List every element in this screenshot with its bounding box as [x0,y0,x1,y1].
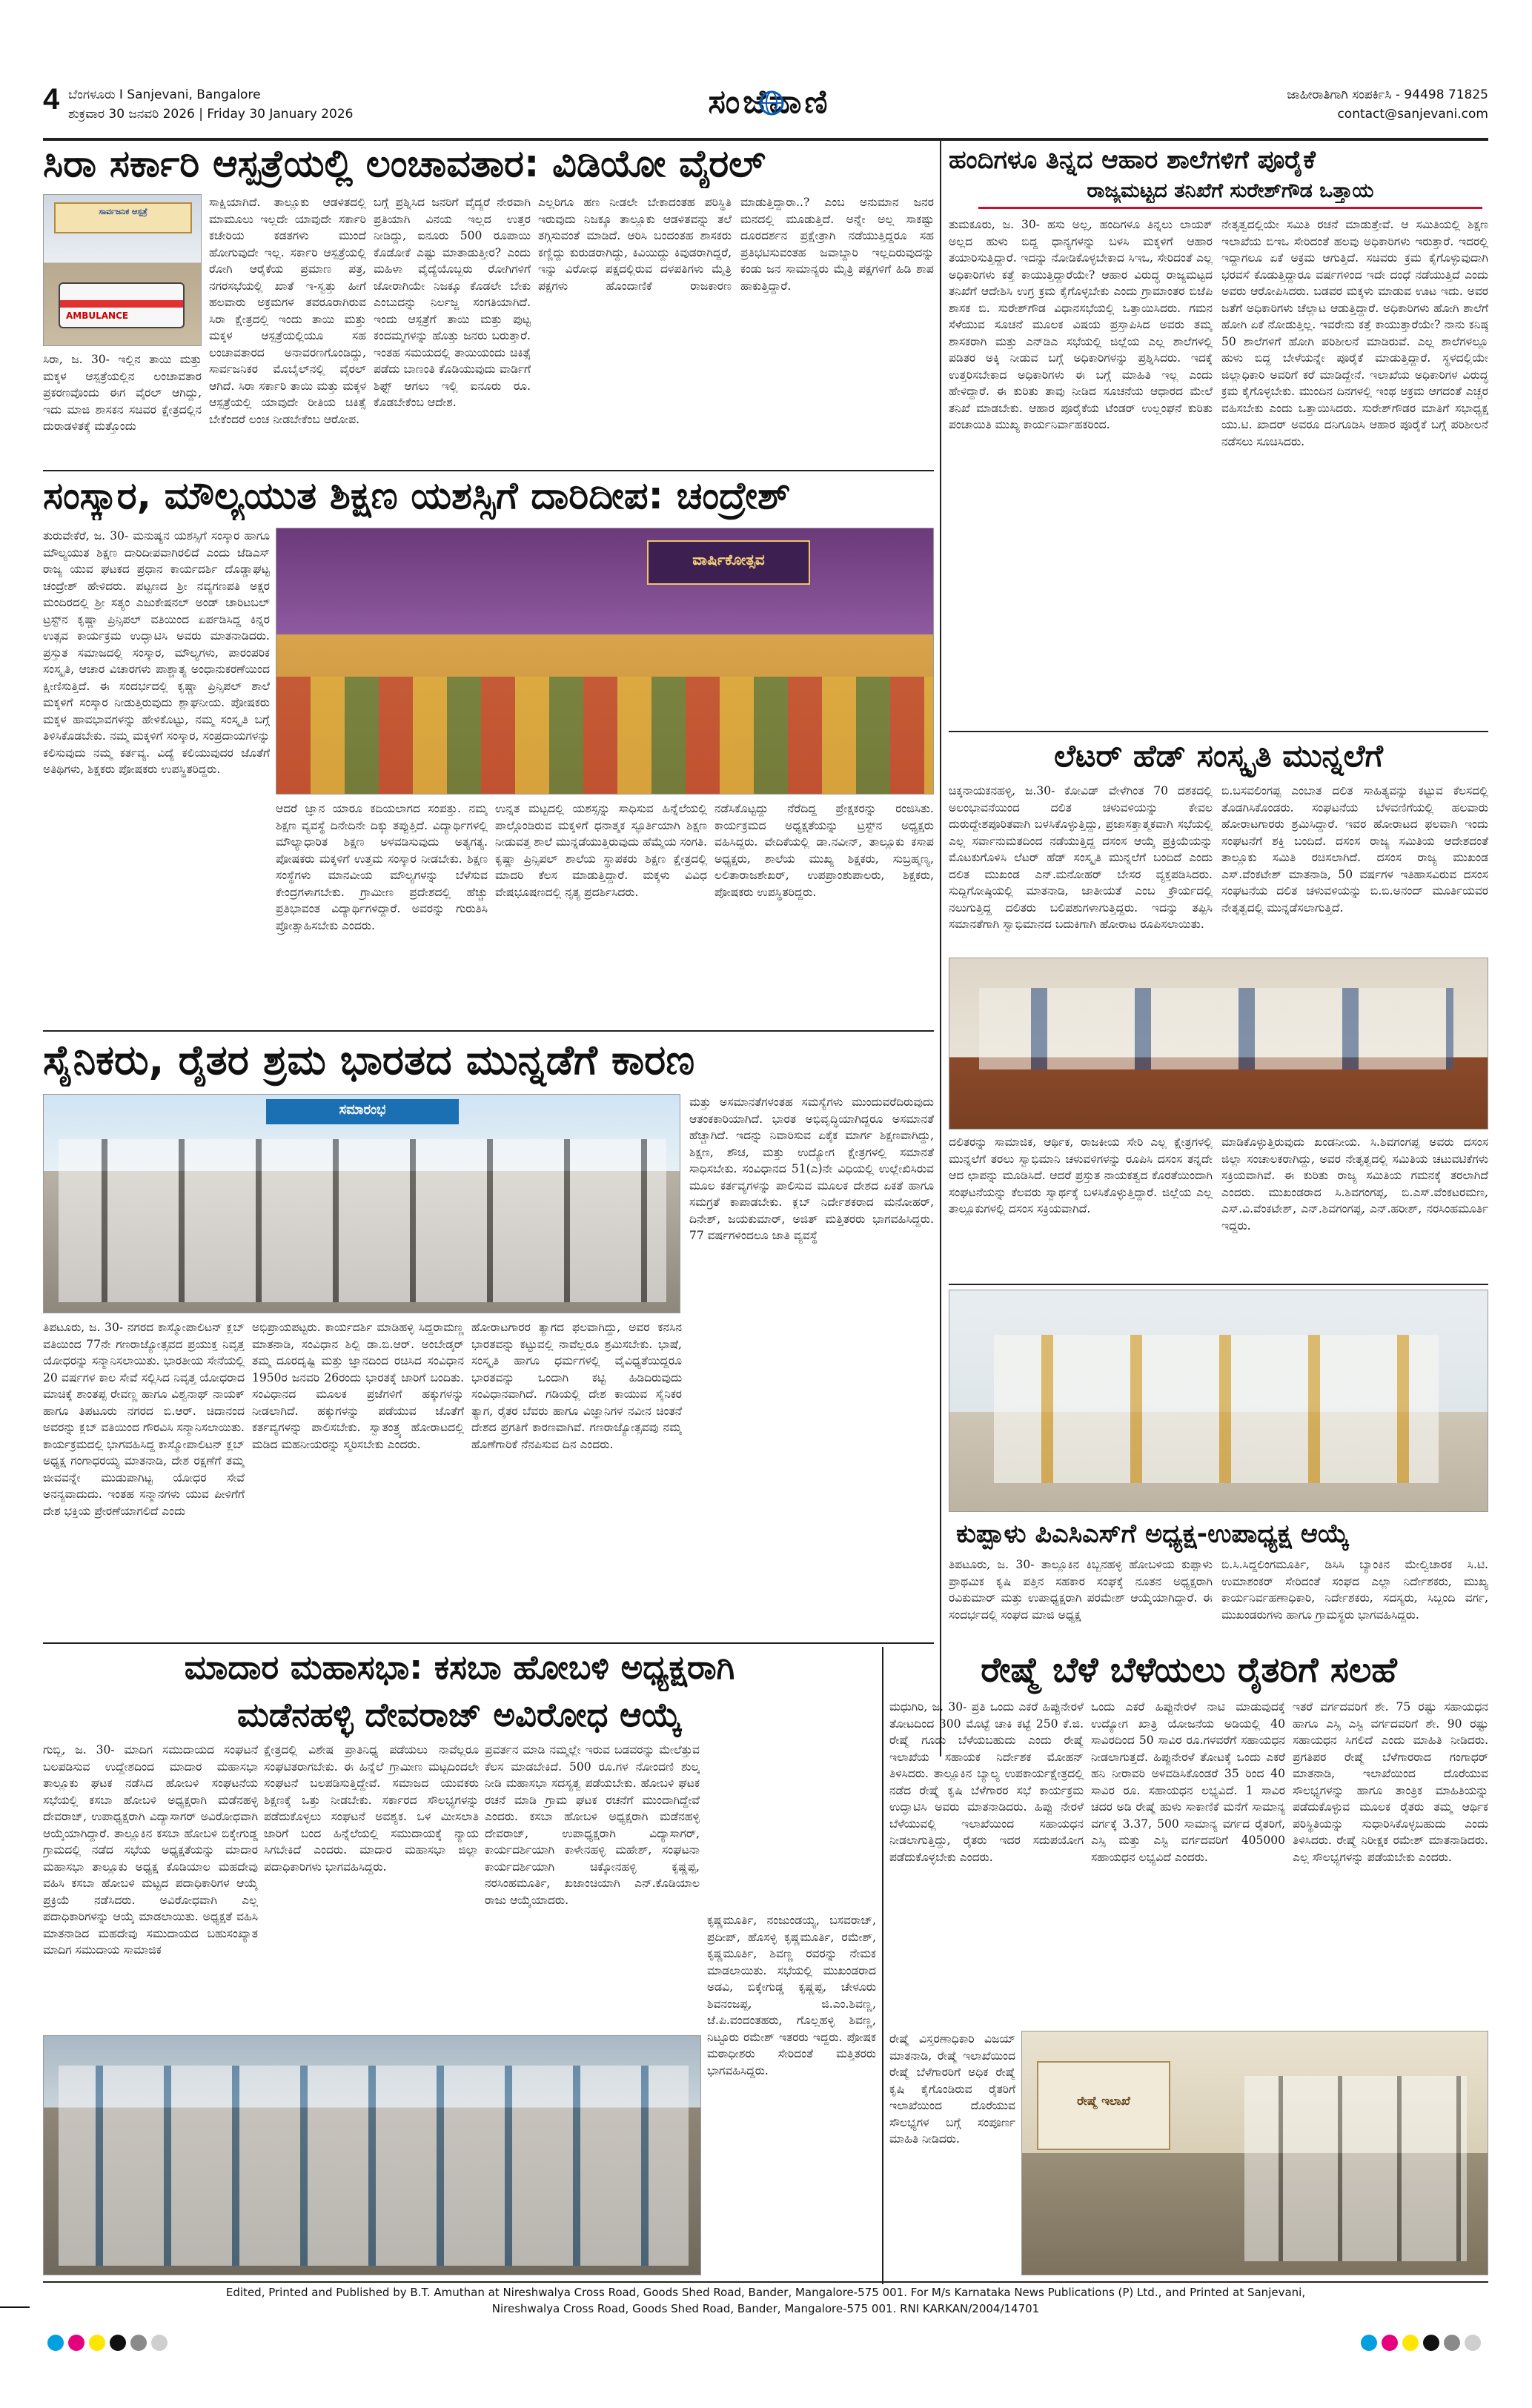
story3-col1: ತುರುವೇಕೆರೆ, ಜ. 30- ಮನುಷ್ಯನ ಯಶಸ್ಸಿಗೆ ಸಂಸ್ಕಾರ ಹಾಗೂ ಮೌಲ್ಯಯುತ ಶಿಕ್ಷಣ ದಾರಿದೀಪವಾಗಿರಲಿದೆ ಎಂದು ಜೆಡಿಎಸ್ ರಾಜ್ಯ ಯುವ ಘಟಕದ ಪ್ರಧಾನ ಕಾರ್ಯದರ್ಶಿ ದೊಡ್ಡಾಘಟ್ಟ ಚಂದ್ರೇಶ್ ಹೇಳಿದರು. ಪಟ್ಟಣದ ಶ್ರೀ ನವ್ಯಗಣಪತಿ ಅಕ್ಷರ ಮಂದಿರದಲ್ಲಿ ಶ್ರೀ ಸತ್ಯಂ ಎಜುಕೇಷನಲ್ ಅಂಡ್ ಚಾರಿಟಬಲ್ ಟ್ರಸ್ಟ್‌ನ ಕೃಷ್ಣಾ ಪ್ರಿನ್ಸಿಪಲ್ ವತಿಯಿಂದ ಏರ್ಪಡಿಸಿದ್ದ ಕಿನ್ನರ ಉತ್ಸವ ಕಾರ್ಯಕ್ರಮ ಉದ್ಘಾಟಿಸಿ ಅವರು ಮಾತನಾಡಿದರು. ಪ್ರಸ್ತುತ ಸಮಾಜದಲ್ಲಿ ಸಂಸ್ಕಾರ, ಮೌಲ್ಯಗಳು, ಪಾರಂಪರಿಕ ಸಂಸ್ಕೃತಿ, ಆಚಾರ ವಿಚಾರಗಳು ಪಾಶ್ಚಾತ್ಯ ಅಂಧಾನುಕರಣೆಯಿಂದ ಕ್ಷೀಣಿಸುತ್ತಿದೆ. ಈ ಸಂದರ್ಭದಲ್ಲಿ ಕೃಷ್ಣಾ ಪ್ರಿನ್ಸಿಪಲ್ ಶಾಲೆ ಮಕ್ಕಳಿಗೆ ಸಂಸ್ಕಾರ ನೀಡುತ್ತಿರುವುದು ಶ್ಲಾಘನೀಯ. ಪೋಷಕರು ಮಕ್ಕಳ ಹಾವಭಾವಗಳನ್ನು ಹೇಳಿಕೊಟ್ಟು, ನಮ್ಮ ಸಂಸ್ಕೃತಿ ಬಗ್ಗೆ ತಿಳಿಸಿಕೊಡಬೇಕು. ನಮ್ಮ ಮಕ್ಕಳಿಗೆ ಸಂಸ್ಕಾರ, ಸಂಪ್ರದಾಯಗಳನ್ನು ಕಲಿಸುವುದು ನಮ್ಮ ಕರ್ತವ್ಯ. ವಿದ್ಯೆ ಕಲಿಯುವುದರ ಜೊತೆಗೆ ಅತಿಥಿಗಳು, ಶಿಕ್ಷಕರು ಪೋಷಕರು ಉಪಸ್ಥಿತರಿದ್ದರು. [43,529,270,776]
reg-dot [110,2335,126,2351]
masthead-rule [43,138,1488,141]
story6-headline: ಸೈನಿಕರು, ರೈತರ ಶ್ರಮ ಭಾರತದ ಮುನ್ನಡೆಗೆ ಕಾರಣ [43,1036,695,1084]
story7-col4-top [707,1742,876,1906]
story3-col3: ಉನ್ನತ ಮಟ್ಟದಲ್ಲಿ ಯಶಸ್ಸನ್ನು ಸಾಧಿಸುವ ಹಿನ್ನೆಲೆಯಲ್ಲಿ ಪಾಲ್ಗೊಂಡಿರುವ ಮಕ್ಕಳಿಗೆ ಧನಾತ್ಮಕ ಸ್ಫೂರ್ತಿಯಾಗಿ ಶಿಕ್ಷಣ ನೀಡುವತ್ತ ಶಾಲೆ ಮುನ್ನಡೆಯುತ್ತಿರುವುದು ಹೆಮ್ಮೆಯ ಸಂಗತಿ. ಕೃಷ್ಣಾ ಪ್ರಿನ್ಸಿಪಲ್ ಶಾಲೆಯ ಸ್ಥಾಪಕರು ಶಿಕ್ಷಣ ಕ್ಷೇತ್ರದಲ್ಲಿ ಮಾದರಿ ಕೆಲಸ ಮಾಡುತ್ತಿದ್ದಾರೆ. ಮಕ್ಕಳು ವಿವಿಧ ವೇಷಭೂಷಣದಲ್ಲಿ ನೃತ್ಯ ಪ್ರದರ್ಶಿಸಿದರು. [495,802,707,899]
registration-marks-right [1361,2335,1481,2351]
story5-col1: ತಿಪಟೂರು, ಜ. 30- ತಾಲ್ಲೂಕಿನ ಕಿಬ್ಬನಹಳ್ಳಿ ಹೋಬಳಿಯ ಕುಪ್ಪಾಳು ಪ್ರಾಥಮಿಕ ಕೃಷಿ ಪತ್ತಿನ ಸಹಕಾರ ಸಂಘಕ್ಕೆ ನೂತನ ಅಧ್ಯಕ್ಷರಾಗಿ ರವಿಕುಮಾರ್ ಮತ್ತು ಉಪಾಧ್ಯಕ್ಷರಾಗಿ ಪರಮೇಶ್ ಆಯ್ಕೆಯಾಗಿದ್ದಾರೆ. ಈ ಸಂದರ್ಭದಲ್ಲಿ ಸಂಘದ ಮಾಜಿ ಅಧ್ಯಕ್ಷ [949,1558,1213,1622]
story4-col2: ಬಿ.ಬಸವಲಿಂಗಪ್ಪ ಎಂಬಾತ ದಲಿತ ಸಾಹಿತ್ಯವನ್ನು ಕಟ್ಟುವ ಕೆಲಸದಲ್ಲಿ ತೊಡಗಿಸಿಕೊಂಡರು. ಸಂಘಟನೆಯ ಬೆಳವಣಿಗೆಯಲ್ಲಿ ಹಲವಾರು ಹೋರಾಟಗಾರರು ಶ್ರಮಿಸಿದ್ದಾರೆ. ಇವರ ಹೋರಾಟದ ಫಲವಾಗಿ ಇಂದು ಸಂಘಟನೆಗೆ ಶಕ್ತಿ ಬಂದಿದೆ. ದಸಂಸ ರಾಜ್ಯ ಸಮಿತಿಯ ಆದೇಶದಂತೆ ತಾಲ್ಲೂಕು ಸಮಿತಿ ರಚಿಸಲಾಗಿದೆ. ದಸಂಸ ರಾಜ್ಯ ಮುಖಂಡ ಎಸ್.ವೆಂಕಟೇಶ್ ಮಾತನಾಡಿ, 50 ವರ್ಷಗಳ ಇತಿಹಾಸವಿರುವ ದಸಂಸ ಸಂಘಟನೆಯ ದಲಿತ ಚಳುವಳಿಯನ್ನು ಬಿ.ಬಿ.ಅನಂದ್ ಮೂರ್ತಿಯವರ ನೇತೃತ್ವದಲ್ಲಿ ಮುನ್ನಡೆಸಲಾಗುತ್ತಿದೆ. [1221,784,1488,915]
story6-col4: ಮತ್ತು ಅಸಮಾನತೆಗಳಂತಹ ಸಮಸ್ಯೆಗಳು ಮುಂದುವರೆದಿರುವುದು ಆತಂಕಕಾರಿಯಾಗಿದೆ. ಭಾರತ ಅಭಿವೃದ್ಧಿಯಾಗಿದ್ದರೂ ಅಸಮಾನತೆ ಹೆಚ್ಚಾಗಿದೆ. ಇದನ್ನು ನಿವಾರಿಸುವ ಏಕೈಕ ಮಾರ್ಗ ಶಿಕ್ಷಣವಾಗಿದ್ದು, ಶಿಕ್ಷಣ, ಶೌಚ, ಮತ್ತು ಉದ್ಯೋಗ ಕ್ಷೇತ್ರಗಳಲ್ಲಿ ಸಮಾನತೆ ಸಾಧಿಸಬೇಕು. ಸಂವಿಧಾನದ 51(ಎ)ನೇ ವಿಧಿಯಲ್ಲಿ ಉಲ್ಲೇಖಿಸಿರುವ ಮೂಲ ಕರ್ತವ್ಯಗಳನ್ನು ಪಾಲಿಸುವ ಮೂಲಕ ದೇಶದ ಏಕತೆ ಹಾಗೂ ಸಮಗ್ರತೆ ಕಾಪಾಡಬೇಕು. ಕ್ಲಬ್ ನಿರ್ದೇಶಕರಾದ ಮನೋಹರ್, ದಿನೇಶ್, ಜಯಕುಮಾರ್, ಅಜಿತ್ ಮತ್ತಿತರರು ಭಾಗವಹಿಸಿದ್ದರು. 77 ವರ್ಷಗಳಿಂದಲೂ ಜಾತಿ ವ್ಯವಸ್ಥೆ [689,1095,934,1242]
footer-rule [43,2281,1488,2283]
story2-rule [949,731,1488,732]
registration-marks-left [47,2335,168,2351]
reg-dot [1361,2335,1377,2351]
crop-mark-left [0,2306,30,2308]
reg-dot [130,2335,147,2351]
story2-col2: ನೇತೃತ್ವದಲ್ಲಿಯೇ ಸಮಿತಿ ರಚನೆ ಮಾಡುತ್ತೇವೆ. ಆ ಸಮಿತಿಯಲ್ಲಿ ಶಿಕ್ಷಣ ಇಲಾಖೆಯ ಬಿಇಒ ಸೇರಿದಂತೆ ಹಲವು ಅಧಿಕಾರಿಗಳು ಇರುತ್ತಾರೆ. ಇದರಲ್ಲಿ ಇದ್ದಾಗಲೂ ಏಕೆ ಅಕ್ರಮ ಆಗುತ್ತಿದೆ. ಸಚಿವರು ಕ್ರಮ ಕೈಗೊಳ್ಳುವುದಾಗಿ ಭರವಸೆ ಕೊಡುತ್ತಿದ್ದಾರೂ ವರ್ಷಗಳಿಂದ ಇದೇ ದಂಧೆ ನಡೆಯುತ್ತಿದೆ ಎಂದು ಅವರು ಆರೋಪಿಸಿದರು. ಬಡವರ ಮಕ್ಕಳು ಮಾಡುವ ಊಟ ಇದು. ಅವರ ಜತೆಗೆ ಅಧಿಕಾರಿಗಳು ಚೆಲ್ಲಾಟ ಆಡುತ್ತಿದ್ದಾರೆ. ಅಧಿಕಾರಿಗಳು ಹೋಗಿ ಶಾಲೆಗೆ ಹೋಗಿ ಏಕೆ ನೋಡುತ್ತಿಲ್ಲ. ಇವರೇನು ಕತ್ತೆ ಕಾಯುತ್ತಾರೆಯೇ? ನಾನು ಕನಿಷ್ಠ 50 ಶಾಲೆಗಳಿಗೆ ಹೋಗಿ ಪರಿಶೀಲನೆ ಮಾಡಿರುವೆ. ಎಲ್ಲ ಶಾಲೆಗಳಲ್ಲೂ ಹುಳು ಬಿದ್ದ ಬೇಳೆಯನ್ನೇ ಪೂರೈಕೆ ಮಾಡುತ್ತಿದ್ದಾರೆ. ಸ್ಥಳದಲ್ಲಿಯೇ ಜಿಲ್ಲಾಧಿಕಾರಿ ಅವರಿಗೆ ಕರೆ ಮಾಡಿದ್ದೇನೆ. ಇಲಾಖೆಯ ಅಧಿಕಾರಿಗಳ ವಿರುದ್ಧ ಕ್ರಮ ಕೈಗೊಳ್ಳಬೇಕು. ಮುಂದಿನ ದಿನಗಳಲ್ಲಿ ಇಂಥ ಅಕ್ರಮ ಆಗದಂತೆ ಎಚ್ಚರ ವಹಿಸಬೇಕು ಎಂದು ಒತ್ತಾಯಿಸಿದರು. ಸುರೇಶ್‌ಗೌಡರ ಮಾತಿಗೆ ಸಭಾಧ್ಯಕ್ಷ ಯು.ಟಿ. ಖಾದರ್ ಅವರೂ ದನಿಗೂಡಿಸಿ ಆಹಾರ ಪೂರೈಕೆ ಬಗ್ಗೆ ಪರಿಶೀಲನೆ ನಡೆಸಲು ಸೂಚಿಸಿದರು. [1221,218,1488,448]
story6-rule [43,1642,934,1644]
imprint-line2: Nireshwalya Cross Road, Goods Shed Road, Bander, Mangalore-575 001. RNI KARKAN/2004/14701 [491,2302,1040,2315]
story4-photo [949,958,1488,1130]
story6-photo [43,1094,680,1313]
story3-col4: ನಡೆಸಿಕೊಟ್ಟದ್ದು ನೆರೆದಿದ್ದ ಪ್ರೇಕ್ಷಕರನ್ನು ರಂಜಿಸಿತು. ಕಾರ್ಯಕ್ರಮದ ಅಧ್ಯಕ್ಷತೆಯನ್ನು ಟ್ರಸ್ಟ್‌ನ ಅಧ್ಯಕ್ಷರು ವಹಿಸಿದ್ದರು. ವೇದಿಕೆಯಲ್ಲಿ ಡಾ.ನವೀನ್, ತಾಲ್ಲೂಕು ಕಸಾಪ ಅಧ್ಯಕ್ಷರು, ಶಾಲೆಯ ಮುಖ್ಯ ಶಿಕ್ಷಕರು, ಸುಬ್ರಹ್ಮಣ್ಯ, ಲಲಿತಾರಾಜಶೇಖರ್, ಉಪಪ್ರಾಂಶುಪಾಲರು, ಶಿಕ್ಷಕರು, ಪೋಷಕರು ಉಪಸ್ಥಿತರಿದ್ದರು. [714,802,934,899]
ambulance: AMBULANCE [59,282,185,328]
story5-col2: ಬಿ.ಸಿ.ಸಿದ್ದಲಿಂಗಮೂರ್ತಿ, ಡಿಸಿಸಿ ಬ್ಯಾಂಕಿನ ಮೇಲ್ವಿಚಾರಕ ಸಿ.ಟಿ. ಉಮಾಶಂಕರ್ ಸೇರಿದಂತೆ ಸಂಘದ ಎಲ್ಲಾ ನಿರ್ದೇಶಕರು, ಮುಖ್ಯ ಕಾರ್ಯನಿರ್ವಹಣಾಧಿಕಾರಿ, ನಿರ್ದೇಶಕರು, ಸದಸ್ಯರು, ಸಿಬ್ಬಂದಿ ವರ್ಗ, ಮುಖಂಡರುಗಳು ಹಾಗೂ ಗ್ರಾಮಸ್ಥರು ಭಾಗವಹಿಸಿದ್ದರು. [1221,1558,1488,1622]
story5-photo [949,1290,1488,1512]
stage-banner: ವಾರ್ಷಿಕೋತ್ಸವ [692,551,765,568]
story1-col2: ಸಾಕ್ಷಿಯಾಗಿದೆ. ತಾಲ್ಲೂಕು ಆಡಳಿತದಲ್ಲಿ ಮಾಮೂಲು ಇಲ್ಲದೇ ಯಾವುದೇ ಸರ್ಕಾರಿ ಕಚೇರಿಯ ಕಡತಗಳು ಮುಂದೆ ಹೋಗುವುದೇ ಇಲ್ಲ. ಸರ್ಕಾರಿ ಆಸ್ಪತ್ರೆಯಲ್ಲಿ ರೋಗಿ ಆರೈಕೆಯ ಪ್ರಮಾಣ ಪತ್ರ, ನಗರಸಭೆಯಲ್ಲಿ ಖಾತೆ ಇ-ಸ್ವತ್ತು ಹೀಗೆ ಹಲವಾರು ಅಕ್ರಮಗಳ ತವರೂರಾಗಿರುವ ಸಿರಾ ಕ್ಷೇತ್ರದಲ್ಲಿ ಇಂದು ತಾಯಿ ಮತ್ತು ಮಕ್ಕಳ ಆಸ್ಪತ್ರೆಯಲ್ಲಿಯೂ ಸಹ ಲಂಚಾವತಾರದ ಅನಾವರಣಗೊಂಡಿದ್ದು, ಸಾರ್ವಜನಿಕರ ಮೊಬೈಲ್‌ನಲ್ಲಿ ವೈರಲ್ ಆಗಿದೆ. ಸಿರಾ ಸರ್ಕಾರಿ ತಾಯಿ ಮತ್ತು ಮಕ್ಕಳ ಆಸ್ಪತ್ರೆಯಲ್ಲಿ ಯಾವುದೇ ರೀತಿಯ ಚಿಕಿತ್ಸೆ ಬೇಕೆಂದರೆ ಲಂಚ ನೀಡಬೇಕೆಂಬ ಆರೋಪ. [209,196,366,426]
story3-rule [43,1030,934,1032]
story7-col4: ಕೃಷ್ಣಮೂರ್ತಿ, ನಂಜುಂಡಯ್ಯ, ಬಸವರಾಜ್, ಪ್ರದೀಪ್, ಹೊಸಳ್ಳಿ ಕೃಷ್ಣಮೂರ್ತಿ, ರಮೇಶ್, ಕೃಷ್ಣಮೂರ್ತಿ, ಶಿವಣ್ಣ ರವರನ್ನು ನೇಮಕ ಮಾಡಲಾಯಿತು. ಸಭೆಯಲ್ಲಿ ಮುಖಂಡರಾದ ಅಡವಿ, ಬಿಕ್ಕೇಗುಡ್ಡ ಕೃಷ್ಣಪ್ಪ, ಚೇಳೂರು ಶಿವನಂಜಪ್ಪ, ಜಿ.ಎಂ.ಶಿವಣ್ಣ, ಜೆ.ಪಿ.ವಂದಂತಹರು, ಗೊಲ್ಲಹಳ್ಳಿ ಶಿವಣ್ಣ, ನಿಟ್ಟೂರು ರಮೇಶ್ ಇತರರು ಇದ್ದರು. ಪೋಷಕ ಮಠಾಧೀಶರು ಸೇರಿದಂತೆ ಮತ್ತಿತರರು ಭಾಗವಹಿಸಿದ್ದರು. [707,1914,876,2077]
story7-headline-line2: ಮಡೆನಹಳ್ಳಿ ದೇವರಾಜ್ ಅವಿರೋಧ ಆಯ್ಕೆ [236,1695,683,1734]
story8-col3: ಇತರೆ ವರ್ಗದವರಿಗೆ ಶೇ. 75 ರಷ್ಟು ಸಹಾಯಧನ ಹಾಗೂ ಎಸ್ಸಿ ಎಸ್ಟಿ ವರ್ಗದವರಿಗೆ ಶೇ. 90 ರಷ್ಟು ಸಹಾಯಧನ ಸಿಗಲಿದೆ ಎಂದು ಮಾಹಿತಿ ನೀಡಿದರು. ಪ್ರಗತಿಪರ ರೇಷ್ಮೆ ಬೆಳೆಗಾರರಾದ ಗಂಗಾಧರ್ ಮಾತನಾಡಿ, ಇಲಾಖೆಯಿಂದ ದೊರೆಯುವ ಸೌಲಭ್ಯಗಳನ್ನು ಹಾಗೂ ತಾಂತ್ರಿಕ ಮಾಹಿತಿಯನ್ನು ಪಡೆದುಕೊಳ್ಳುವ ಮೂಲಕ ರೈತರು ತಮ್ಮ ಆರ್ಥಿಕ ಪರಿಸ್ಥಿತಿಯನ್ನು ಸುಧಾರಿಸಿಕೊಳ್ಳಬಹುದು ಎಂದು ತಿಳಿಸಿದರು. ರೇಷ್ಮೆ ನಿರೀಕ್ಷಕ ರಮೇಶ್ ಮಾತನಾಡಿದರು. ಎಲ್ಲ ಸೌಲಭ್ಯಗಳನ್ನು ಪಡೆಯಬೇಕು ಎಂದರು. [1293,1700,1488,1864]
story8-col4: ರೇಷ್ಮೆ ವಿಸ್ತರಣಾಧಿಕಾರಿ ವಿಜಯ್ ಮಾತನಾಡಿ, ರೇಷ್ಮೆ ಇಲಾಖೆಯಿಂದ ರೇಷ್ಮೆ ಬೆಳೆಗಾರರಿಗೆ ಅಧಿಕ ರೇಷ್ಮೆ ಕೃಷಿ ಕೈಗೊಂಡಿರುವ ರೈತರಿಗೆ ಇಲಾಖೆಯಿಂದ ದೊರೆಯುವ ಸೌಲಭ್ಯಗಳ ಬಗ್ಗೆ ಸಂಪೂರ್ಣ ಮಾಹಿತಿ ನೀಡಿದರು. [889,2032,1015,2146]
story3-headline: ಸಂಸ್ಕಾರ, ಮೌಲ್ಯಯುತ ಶಿಕ್ಷಣ ಯಶಸ್ಸಿಗೆ ದಾರಿದೀಪ: ಚಂದ್ರೇಶ್ [43,474,791,518]
story4-col4: ಮಾಡಿಕೊಳ್ಳುತ್ತಿರುವುದು ಖಂಡನೀಯ. ಸಿ.ಶಿವಗಂಗಪ್ಪ ಅವರು ದಸಂಸ ಜಿಲ್ಲಾ ಸಂಚಾಲಕರಾಗಿದ್ದು, ಅವರ ನೇತೃತ್ವದಲ್ಲಿ ಸಮಿತಿಯ ಚಟುವಟಿಕೆಗಳು ಸಕ್ರಿಯವಾಗಿವೆ. ಈ ಕುರಿತು ರಾಜ್ಯ ಸಮಿತಿಯ ಗಮನಕ್ಕೆ ತರಲಾಗಿದೆ ಎಂದರು. ಮುಖಂಡರಾದ ಸಿ.ಶಿವಗಂಗಪ್ಪ, ಬಿ.ಎಸ್.ವೆಂಕಟರಮಣ, ಎಸ್.ವಿ.ವೆಂಕಟೇಶ್, ಎನ್.ಶಿವಗಂಗಪ್ಪ, ಎನ್.ಹರೀಶ್, ನರಸಿಂಹಮೂರ್ತಿ ಇದ್ದರು. [1221,1135,1488,1233]
reg-dot [68,2335,84,2351]
logo-globe-icon [759,90,784,116]
story6-col2: ಅಭಿಪ್ರಾಯಪಟ್ಟರು. ಕಾರ್ಯದರ್ಶಿ ಮಾಡಿಹಳ್ಳಿ ಸಿದ್ದರಾಮಣ್ಣ ಮಾತನಾಡಿ, ಸಂವಿಧಾನ ಶಿಲ್ಪಿ ಡಾ.ಬಿ.ಆರ್. ಅಂಬೇಡ್ಕರ್ ತಮ್ಮ ದೂರದೃಷ್ಟಿ ಮತ್ತು ಜ್ಞಾನದಿಂದ ರಚಿಸಿದ ಸಂವಿಧಾನ 1950ರ ಜನವರಿ 26ರಂದು ಭಾರತಕ್ಕೆ ಜಾರಿಗೆ ಬಂದಿತು. ಸಂವಿಧಾನದ ಮೂಲಕ ಪ್ರಜೆಗಳಿಗೆ ಹಕ್ಕುಗಳನ್ನು ನೀಡಲಾಗಿದೆ. ಹಕ್ಕುಗಳನ್ನು ಪಡೆಯುವ ಜೊತೆಗೆ ಕರ್ತವ್ಯಗಳನ್ನು ಪಾಲಿಸಬೇಕು. ಸ್ವಾತಂತ್ರ್ಯ ಹೋರಾಟದಲ್ಲಿ ಮಡಿದ ಮಹನೀಯರನ್ನು ಸ್ಮರಿಸಬೇಕು ಎಂದರು. [252,1321,464,1451]
story2-subhead: ರಾಜ್ಯಮಟ್ಟದ ತನಿಖೆಗೆ ಸುರೇಶ್‌ಗೌಡ ಒತ್ತಾಯ [978,179,1482,209]
story7-photo [43,2035,701,2275]
reg-dot [1444,2335,1460,2351]
contact-email[interactable]: contact@sanjevani.com [1337,107,1488,122]
story6-col3: ಹೋರಾಟಗಾರರ ತ್ಯಾಗದ ಫಲವಾಗಿದ್ದು, ಅವರ ಕನಸಿನ ಭಾರತವನ್ನು ಕಟ್ಟುವಲ್ಲಿ ನಾವೆಲ್ಲರೂ ಶ್ರಮಿಸಬೇಕು. ಭಾಷೆ, ಸಂಸ್ಕೃತಿ ಹಾಗೂ ಧರ್ಮಗಳಲ್ಲಿ ವೈವಿಧ್ಯತೆಯಿದ್ದರೂ ಭಾರತವನ್ನು ಒಂದಾಗಿ ಕಟ್ಟಿ ಹಿಡಿದಿರುವುದು ಸಂವಿಧಾನವಾಗಿದೆ. ಗಡಿಯಲ್ಲಿ ದೇಶ ಕಾಯುವ ಸೈನಿಕರ ತ್ಯಾಗ, ರೈತರ ಬೆವರು ಹಾಗೂ ವಿಜ್ಞಾನಿಗಳ ನವೀನ ಚಿಂತನೆ ದೇಶದ ಪ್ರಗತಿಗೆ ಕಾರಣವಾಗಿವೆ. ಗಣರಾಜ್ಯೋತ್ಸವವು ನಮ್ಮ ಹೊಣೆಗಾರಿಕೆ ನೆನಪಿಸುವ ದಿನ ಎಂದರು. [471,1321,682,1451]
story1-headline: ಸಿರಾ ಸರ್ಕಾರಿ ಆಸ್ಪತ್ರೆಯಲ್ಲಿ ಲಂಚಾವತಾರ: ವಿಡಿಯೋ ವೈರಲ್ [43,142,766,186]
silk-office-label: ರೇಷ್ಮೆ ಇಲಾಖೆ [1077,2094,1130,2108]
edition-city: ಬೆಂಗಳೂರು I Sanjevani, Bangalore [68,87,261,102]
story4-rule [949,1284,1488,1285]
ad-contact: ಜಾಹೀರಾತಿಗಾಗಿ ಸಂಪರ್ಕಿಸಿ - 94498 71825 [1287,87,1488,102]
page-number: 4 [43,83,60,116]
story3-photo [276,528,934,795]
story7-col1: ಗುಬ್ಬಿ, ಜ. 30- ಮಾದಿಗ ಸಮುದಾಯದ ಸಂಘಟನೆ ಬಲಪಡಿಸುವ ಉದ್ದೇಶದಿಂದ ಮಾದಾರ ಮಹಾಸಭಾ ತಾಲ್ಲೂಕು ಘಟಕ ನಡೆಸಿದ ಹೋಬಳಿ ಸಂಘಟನೆಯ ಸಭೆಯಲ್ಲಿ ಕಸಬಾ ಹೋಬಳಿ ಅಧ್ಯಕ್ಷರಾಗಿ ಮಡೆನಹಳ್ಳಿ ದೇವರಾಜ್, ಉಪಾಧ್ಯಕ್ಷರಾಗಿ ವಿದ್ಯಾಸಾಗರ್ ಅವಿರೋಧವಾಗಿ ಆಯ್ಕೆಯಾಗಿದ್ದಾರೆ. ತಾಲ್ಲೂಕಿನ ಕಸಬಾ ಹೋಬಳಿ ಬಿಕ್ಕೇಗುಡ್ಡ ಗ್ರಾಮದಲ್ಲಿ ನಡೆದ ಸಭೆಯ ಅಧ್ಯಕ್ಷತೆಯನ್ನು ಮಾದಾರ ಮಹಾಸಭಾ ತಾಲ್ಲೂಕು ಅಧ್ಯಕ್ಷ ಕೊಡಿಯಾಲ ಮಹದೇವು ವಹಿಸಿ ಕಸಬಾ ಹೋಬಳಿ ಮಟ್ಟದ ಪದಾಧಿಕಾರಿಗಳ ಆಯ್ಕೆ ಪ್ರಕ್ರಿಯೆ ನಡೆಸಿದರು. ಅವಿರೋಧವಾಗಿ ಎಲ್ಲ ಪದಾಧಿಕಾರಿಗಳನ್ನು ಆಯ್ಕೆ ಮಾಡಲಾಯಿತು. ಅಧ್ಯಕ್ಷತೆ ವಹಿಸಿ ಮಾತನಾಡಿದ ಮಹದೇವು ಸಮುದಾಯದ ಬಹುಸಂಖ್ಯಾತ ಮಾದಿಗ ಸಮುದಾಯ ಸಾಮಾಜಿಕ [43,1743,258,1957]
story3-col2: ಆದರೆ ಜ್ಞಾನ ಯಾರೂ ಕದಿಯಲಾಗದ ಸಂಪತ್ತು. ನಮ್ಮ ಶಿಕ್ಷಣ ವ್ಯವಸ್ಥೆ ದಿನೇದಿನೇ ದಿಕ್ಕು ತಪ್ಪುತ್ತಿದೆ. ವಿದ್ಯಾರ್ಥಿಗಳಲ್ಲಿ ಮೌಲ್ಯಾಧಾರಿತ ಶಿಕ್ಷಣ ಅಳವಡಿಸುವುದು ಅತ್ಯಗತ್ಯ. ಪೋಷಕರು ಮಕ್ಕಳಿಗೆ ಉತ್ತಮ ಸಂಸ್ಕಾರ ನೀಡಬೇಕು. ಶಿಕ್ಷಣ ಸಂಸ್ಥೆಗಳು ಮಾನವೀಯ ಮೌಲ್ಯಗಳನ್ನು ಬೆಳೆಸುವ ಕೇಂದ್ರಗಳಾಗಬೇಕು. ಗ್ರಾಮೀಣ ಪ್ರದೇಶದಲ್ಲಿ ಹೆಚ್ಚು ಪ್ರತಿಭಾವಂತ ವಿದ್ಯಾರ್ಥಿಗಳಿದ್ದಾರೆ. ಅವರನ್ನು ಗುರುತಿಸಿ ಪ್ರೋತ್ಸಾಹಿಸಬೇಕು ಎಂದರು. [276,802,488,932]
story1-col3: ಬಗ್ಗೆ ಪ್ರಶ್ನಿಸಿದ ಜನರಿಗೆ ವೈದ್ಯರೆ ನೇರವಾಗಿ ಪ್ರತಿಯಾಗಿ ವಿನಯ ಇಲ್ಲದ ಉತ್ತರ ನೀಡಿದ್ದು, ಐನೂರು 500 ರೂಪಾಯಿ ಕೊಡೋಕೆ ಎಷ್ಟು ಮಾತಾಡುತ್ತೀರ? ಎಂದು ಮಹಿಳಾ ವೈದ್ಯೆಯೊಬ್ಬರು ರೋಗಿಗಳಿಗೆ ಜೋರಾಗಿಯೇ ನಿಜಕ್ಕೂ ಕೊಡಲೇ ಬೇಕು ಎಂಬುದನ್ನು ನಿರ್ಲಜ್ಜ ಸಂಗತಿಯಾಗಿದೆ. ಇಂದು ಆಸ್ಪತ್ರೆಗೆ ತಾಯಿ ಮತ್ತು ಪುಟ್ಟ ಕಂದಮ್ಮಗಳನ್ನು ಹೊತ್ತು ಜನರು ಬರುತ್ತಾರೆ. ಇಂತಹ ಸಮಯದಲ್ಲಿ ತಾಯಿಯಂದು ಚಿಕಿತ್ಸೆ ಪಡೆದು ಬಾಣಂತಿ ಕೊಡಿಯುವುದು ವಾರ್ಡಿಗೆ ಶಿಫ್ಟ್ ಆಗಲು ಇಲ್ಲಿ ಐನೂರು ರೂ. ಕೊಡಬೇಕೆಂಬ ಆದೇಶ. [374,196,531,409]
story8-photo [1021,2031,1488,2275]
story4-headline: ಲೆಟರ್ ಹೆಡ್ ಸಂಸ್ಕೃತಿ ಮುನ್ನಲೆಗೆ [1054,737,1383,774]
story4-col1: ಚಿಕ್ಕನಾಯಕನಹಳ್ಳಿ, ಜ.30- ಕೋವಿಡ್ ವೇಳೆಗಿಂತ 70 ದಶಕದಲ್ಲಿ ಅಲಂಭಾವನೆಯಿಂದ ದಲಿತ ಚಳುವಳಿಯನ್ನು ಕೇವಲ ದುರುದ್ದೇಶಪೂರಿತವಾಗಿ ಬಳಸಿಕೊಳ್ಳುತ್ತಿದ್ದು, ಪ್ರಜಾಸತ್ತಾತ್ಮಕವಾಗಿ ಸಭೆಯಲ್ಲಿ ಎಲ್ಲ ಸರ್ವಾನುಮತದಿಂದ ನಡೆಯುತ್ತಿದ್ದ ದಸಂಸ ಆಯ್ಕೆ ಪ್ರಕ್ರಿಯೆಯನ್ನು ಮೊಟಕುಗೊಳಿಸಿ ಲೆಟರ್ ಹೆಡ್ ಸಂಸ್ಕೃತಿ ಮುನ್ನಲೆಗೆ ಬಂದಿದೆ ಎಂದು ದಲಿತ ಮುಖಂಡ ಎನ್.ಮನೋಹರ್ ಬೇಸರ ವ್ಯಕ್ತಪಡಿಸಿದರು. ಸುದ್ದಿಗೋಷ್ಠಿಯಲ್ಲಿ ಮಾತನಾಡಿ, ಜಾತೀಯತೆ ಎಂಬ ಕ್ರೌರ್ಯದಲ್ಲಿ ನಲುಗುತ್ತಿದ್ದ ದಲಿತರು ಬಲಿಪಶುಗಳಾಗುತ್ತಿದ್ದರು. ಇದನ್ನು ತಪ್ಪಿಸಿ ಸಮಾನತೆಗಾಗಿ ಸ್ವಾಭಿಮಾನದ ಬದುಕಿಗಾಗಿ ಹೋರಾಟ ರೂಪಿಸಲಾಯಿತು. [949,784,1213,931]
newspaper-logo: ಸಂಜೆವಾಣಿ [708,83,831,121]
story7-col2: ಕ್ಷೇತ್ರದಲ್ಲಿ ವಿಶೇಷ ಪ್ರಾತಿನಿಧ್ಯ ಪಡೆಯಲು ನಾವೆಲ್ಲರೂ ಸಂಘಟಿತರಾಗಬೇಕು. ಈ ಹಿನ್ನೆಲೆ ಗ್ರಾಮೀಣ ಮಟ್ಟದಿಂದಲೇ ಸಂಘಟನೆ ಬಲಪಡಿಸುತ್ತಿದ್ದೇವೆ. ಸಮಾಜದ ಯುವಕರು ಶಿಕ್ಷಣಕ್ಕೆ ಒತ್ತು ನೀಡಬೇಕು. ಸರ್ಕಾರದ ಸೌಲಭ್ಯಗಳನ್ನು ಪಡೆದುಕೊಳ್ಳಲು ಸಂಘಟನೆ ಅವಶ್ಯಕ. ಒಳ ಮೀಸಲಾತಿ ಜಾರಿಗೆ ಬಂದ ಹಿನ್ನೆಲೆಯಲ್ಲಿ ಸಮುದಾಯಕ್ಕೆ ನ್ಯಾಯ ಸಿಗಬೇಕಿದೆ ಎಂದರು. ಮಾದಾರ ಮಹಾಸಭಾ ಜಿಲ್ಲಾ ಪದಾಧಿಕಾರಿಗಳು ಭಾಗವಹಿಸಿದ್ದರು. [264,1743,479,1874]
story8-col2: ಒಂದು ಎಕರೆ ಹಿಪ್ಪುನೇರಳೆ ನಾಟಿ ಮಾಡುವುದಕ್ಕೆ ಉದ್ಯೋಗ ಖಾತ್ರಿ ಯೋಜನೆಯ ಅಡಿಯಲ್ಲಿ 40 ಸಾವಿರದಿಂದ 50 ಸಾವಿರ ರೂ.ಗಳವರೆಗೆ ಸಹಾಯಧನ ನೀಡಲಾಗುತ್ತದೆ. ಹಿಪ್ಪುನೇರಳೆ ತೋಟಕ್ಕೆ ಒಂದು ಎಕರೆ ಹನಿ ನೀರಾವರಿ ಅಳವಡಿಸಿಕೊಂಡರೆ 35 ರಿಂದ 40 ಸಾವಿರ ರೂ. ಸಹಾಯಧನ ಲಭ್ಯವಿದೆ. 1 ಸಾವಿರ ಚದರ ಅಡಿ ರೇಷ್ಮೆ ಹುಳು ಸಾಕಾಣಿಕೆ ಮನೆಗೆ ಸಾಮಾನ್ಯ ವರ್ಗಕ್ಕೆ 3.37, 500 ಸಾಮಾನ್ಯ ವರ್ಗದ ರೈತರಿಗೆ, ಎಸ್ಸಿ ಮತ್ತು ಎಸ್ಟಿ ವರ್ಗದವರಿಗೆ 405000 ಸಹಾಯಧನ ಲಭ್ಯವಿದೆ ಎಂದರು. [1091,1700,1285,1864]
reg-dot [1402,2335,1419,2351]
hospital-sign: ಸಾರ್ವಜನಿಕ ಆಸ್ಪತ್ರೆ [99,207,147,216]
story2-col1: ತುಮಕೂರು, ಜ. 30- ಹಸು ಅಲ್ಲ, ಹಂದಿಗಳೂ ತಿನ್ನಲು ಲಾಯಕ್ ಅಲ್ಲದ ಹುಳು ಬಿದ್ದ ಧಾನ್ಯಗಳನ್ನು ಬಳಸಿ ಮಕ್ಕಳಿಗೆ ಆಹಾರ ತಯಾರಿಸುತ್ತಿದ್ದಾರೆ. ಇದನ್ನು ನೋಡಿಕೊಳ್ಳಬೇಕಾದ ಸಿಇಒ, ಸೇರಿದಂತೆ ಎಲ್ಲ ಅಧಿಕಾರಿಗಳು ಕತ್ತೆ ಕಾಯುತ್ತಿದ್ದಾರೆಯೇ? ಆಹಾರ ವಿರುದ್ಧ ರಾಜ್ಯಮಟ್ಟದ ತನಿಖೆಗೆ ಆದೇಶಿಸಿ ಉಗ್ರ ಕ್ರಮ ಕೈಗೊಳ್ಳಬೇಕು ಎಂದು ಗ್ರಾಮಾಂತರ ಬಿಜೆಪಿ ಶಾಸಕ ಬಿ. ಸುರೇಶ್‌ಗೌಡ ವಿಧಾನಸಭೆಯಲ್ಲಿ ಒತ್ತಾಯಿಸಿದರು. ಗಮನ ಸೆಳೆಯುವ ಸೂಚನೆ ಮೂಲಕ ವಿಷಯ ಪ್ರಸ್ತಾಪಿಸಿದ ಅವರು ತಮ್ಮ ಶಾಸಕರಾಗಿ ಮತ್ತು ಎನ್‌ಡಿಎ ಸಭೆಯಲ್ಲಿ ಜಿಲ್ಲೆಯ ಎಲ್ಲ ಶಾಲೆಗಳಲ್ಲಿ ಪಡಿತರ ಅಕ್ಕಿ ನೀಡುವ ಬಗ್ಗೆ ಅಧಿಕಾರಿಗಳನ್ನು ಪ್ರಶ್ನಿಸಿದರು. ಇದಕ್ಕೆ ಉತ್ತರಿಸಬೇಕಾದ ಅಧಿಕಾರಿಗಳು ಈ ಬಗ್ಗೆ ಮಾಹಿತಿ ಇಲ್ಲ ಎಂದು ಹೇಳಿದ್ದಾರೆ. ಈ ಕುರಿತು ತಾವು ನೀಡಿದ ಸೂಚನೆಯ ಆಧಾರದ ಮೇಲೆ ತನಿಖೆ ಮಾಡಬೇಕು. ಆಹಾರ ಪೂರೈಕೆಯ ಟೆಂಡರ್ ಉಲ್ಲಂಘನೆ ಕುರಿತು ಪಂಚಾಯಿತಿ ಮುಖ್ಯ ಕಾರ್ಯನಿರ್ವಾಹಕರಿಂದ. [949,218,1213,431]
event-banner: ಸಮಾರಂಭ [339,1102,386,1118]
bottom-divider [882,1647,883,2284]
imprint-line1: Edited, Printed and Published by B.T. Amuthan at Nireshwalya Cross Road, Goods Shed Road, Bander, Mangalore-575 001. For M/s Karnataka News Publications (P) Ltd., and Printed at Sanjevani, [225,2286,1306,2299]
reg-dot [1382,2335,1398,2351]
story8-col1: ಮಧುಗಿರಿ, ಜ. 30- ಪ್ರತಿ ಒಂದು ಎಕರೆ ಹಿಪ್ಪುನೇರಳೆ ತೋಟದಿಂದ 300 ಮೊಟ್ಟೆ ಚಾಕಿ ಕಟ್ಟೆ 250 ಕೆ.ಜಿ. ರೇಷ್ಮೆ ಗೂಡು ಬೆಳೆಯಬಹುದು ಎಂದು ರೇಷ್ಮೆ ಇಲಾಖೆಯ ಸಹಾಯಕ ನಿರ್ದೇಶಕ ಮೋಹನ್‌ ತಿಳಿಸಿದರು. ತಾಲ್ಲೂಕಿನ ಬ್ಯಾಲ್ಯ ಉಪಕಾರ್ಯಕ್ಷೇತ್ರದಲ್ಲಿ ನಡೆದ ರೇಷ್ಮೆ ಕೃಷಿ ಬೆಳೆಗಾರರ ಸಭೆ ಕಾರ್ಯಕ್ರಮ ಉದ್ಘಾಟಿಸಿ ಅವರು ಮಾತನಾಡಿದರು. ಹಿಪ್ಪು ನೇರಳೆ ಬೆಳೆಯುವಲ್ಲಿ ಇಲಾಖೆಯಿಂದ ಸಹಾಯಧನ ನೀಡಲಾಗುತ್ತಿದ್ದು, ರೈತರು ಇದರ ಸದುಪಯೋಗ ಪಡೆದುಕೊಳ್ಳಬೇಕು ಎಂದರು. [889,1700,1084,1864]
story7-headline-line1: ಮಾದಾರ ಮಹಾಸಭಾ: ಕಸಬಾ ಹೋಬಳಿ ಅಧ್ಯಕ್ಷರಾಗಿ [184,1648,735,1687]
story2-headline: ಹಂದಿಗಳೂ ತಿನ್ನದ ಆಹಾರ ಶಾಲೆಗಳಿಗೆ ಪೂರೈಕೆ [949,145,1316,175]
story1-col4: ಎಲ್ಲರಿಗೂ ಹಣ ನೀಡಲೇ ಬೇಕಾದಂತಹ ಪರಿಸ್ಥಿತಿ ಇರುವುದು ನಿಜಕ್ಕೂ ತಾಲ್ಲೂಕು ಆಡಳಿತವನ್ನು ತಲೆ ತಗ್ಗಿಸುವಂತೆ ಮಾಡಿದೆ. ಆರಿಸಿ ಬಂದಂತಹ ಶಾಸಕರು ಕಣ್ಣಿದ್ದು ಕುರುಡರಾಗಿದ್ದು, ಕಿವಿಯಿದ್ದು ಕಿವುಡರಾಗಿದ್ದರೆ, ಇನ್ನು ವಿರೋಧ ಪಕ್ಷದಲ್ಲಿರುವ ದಳಪತಿಗಳು ಮೈತ್ರಿ ಪಕ್ಷಗಳು ಹೊಂದಾಣಿಕೆ ರಾಜಕಾರಣ ಮಾಡುತ್ತಿದ್ದಾರಾ..? ಎಂಬ ಅನುಮಾನ ಜನರ ಮನದಲ್ಲಿ ಮೂಡುತ್ತಿದೆ. ಅನ್ನೇ ಅಲ್ಲ ಸಾಕಷ್ಟು ದೂರದರ್ಶನ ಪ್ರಕ್ಷೇತ್ರಾಗಿ ನಡೆಯುತ್ತಿದ್ದರೂ ಸಹ ಪ್ರತಿಭಟಿಸುವಂತಹ ಜವಾಬ್ದಾರಿ ಇಲ್ಲದಿರುವುದನ್ನು ಕಂಡು ಜನ ಸಾಮಾನ್ಯರು ಮೈತ್ರಿ ಪಕ್ಷಗಳಿಗೆ ಹಿಡಿ ಶಾಪ ಹಾಕುತ್ತಿದ್ದಾರೆ. [538,196,934,293]
story6-col1: ತಿಪಟೂರು, ಜ. 30- ನಗರದ ಕಾಸ್ಮೋಪಾಲಿಟನ್ ಕ್ಲಬ್ ವತಿಯಿಂದ 77ನೇ ಗಣರಾಜ್ಯೋತ್ಸವದ ಪ್ರಯುಕ್ತ ನಿವೃತ್ತ ಯೋಧರನ್ನು ಸನ್ಮಾನಿಸಲಾಯಿತು. ಭಾರತೀಯ ಸೇನೆಯಲ್ಲಿ 20 ವರ್ಷಗಳ ಕಾಲ ಸೇವೆ ಸಲ್ಲಿಸಿದ ನಿವೃತ್ತ ಯೋಧರಾದ ಮಾಚಿಕ್ಕೆ ಶಾಂತಪ್ಪ ರೇವಣ್ಣ ಹಾಗೂ ವಿಶ್ವನಾಥ್ ನಾಯಕ್ ಹಾಗೂ ತಿಪಟೂರು ನಗರದ ಬಿ.ಆರ್. ಚಿದಾನಂದ ಅವರನ್ನು ಕ್ಲಬ್ ವತಿಯಿಂದ ಗೌರವಿಸಿ ಸನ್ಮಾನಿಸಲಾಯಿತು. ಕಾರ್ಯಕ್ರಮದಲ್ಲಿ ಭಾಗವಹಿಸಿದ್ದ ಕಾಸ್ಮೋಪಾಲಿಟನ್ ಕ್ಲಬ್ ಅಧ್ಯಕ್ಷ ಗಂಗಾಧರಯ್ಯ ಮಾತನಾಡಿ, ದೇಶ ರಕ್ಷಣೆಗೆ ತಮ್ಮ ಜೀವವನ್ನೇ ಮುಡುಪಾಗಿಟ್ಟ ಯೋಧರ ಸೇವೆ ಅನನ್ಯವಾದುದು. ಇಂತಹ ಸನ್ಮಾನಗಳು ಯುವ ಪೀಳಿಗೆಗೆ ದೇಶ ಭಕ್ತಿಯ ಪ್ರೇರಣೆಯಾಗಲಿದೆ ಎಂದು [43,1321,245,1518]
reg-dot [1423,2335,1439,2351]
masthead [43,83,1488,136]
story1-col1: ಸಿರಾ, ಜ. 30- ಇಲ್ಲಿನ ತಾಯಿ ಮತ್ತು ಮಕ್ಕಳ ಆಸ್ಪತ್ರೆಯಲ್ಲಿನ ಲಂಚಾವತಾರ ಪ್ರಕರಣವೊಂದು ಈಗ ವೈರಲ್ ಆಗಿದ್ದು, ಇದು ಮಾಜಿ ಶಾಸಕನ ಸಚಿವರ ಕ್ಷೇತ್ರದಲ್ಲಿನ ದುರಾಡಳಿತಕ್ಕೆ ಮತ್ತೊಂದು [43,353,202,433]
story1-rule [43,470,934,471]
edition-date: ಶುಕ್ರವಾರ 30 ಜನವರಿ 2026 | Friday 30 January 2026 [68,107,354,122]
story4-col3: ದಲಿತರನ್ನು ಸಾಮಾಜಿಕ, ಆರ್ಥಿಕ, ರಾಜಕೀಯ ಸೇರಿ ಎಲ್ಲ ಕ್ಷೇತ್ರಗಳಲ್ಲಿ ಮುನ್ನಲೆಗೆ ತರಲು ಸ್ವಾಭಿಮಾನಿ ಚಳುವಳಿಗಳನ್ನು ರೂಪಿಸಿ ದಸಂಸ ತನ್ನದೇ ಆದ ಛಾಪನ್ನು ಮೂಡಿಸಿದೆ. ಆದರೆ ಪ್ರಸ್ತುತ ನಾಯಕತ್ವದ ಕೊರತೆಯಿಂದಾಗಿ ಸಂಘಟನೆಯನ್ನು ಕೆಲವರು ಸ್ವಾರ್ಥಕ್ಕೆ ಬಳಸಿಕೊಳ್ಳುತ್ತಿದ್ದಾರೆ. ಜಿಲ್ಲೆಯ ಎಲ್ಲ ತಾಲ್ಲೂಕುಗಳಲ್ಲಿ ದಸಂಸ ಸಕ್ರಿಯವಾಗಿದೆ. [949,1135,1213,1215]
right-column-divider [940,141,941,1757]
reg-dot [151,2335,168,2351]
reg-dot [89,2335,105,2351]
story5-headline: ಕುಪ್ಪಾಳು ಪಿಎಸಿಎಸ್‌ಗೆ ಅಧ್ಯಕ್ಷ-ಉಪಾಧ್ಯಕ್ಷ ಆಯ್ಕೆ [956,1519,1350,1549]
reg-dot [1465,2335,1481,2351]
reg-dot [47,2335,64,2351]
story8-headline: ರೇಷ್ಮೆ ಬೆಳೆ ಬೆಳೆಯಲು ರೈತರಿಗೆ ಸಲಹೆ [981,1650,1397,1691]
story7-col3: ಪ್ರವರ್ತನ ಮಾಡಿ ನಮ್ಮಲ್ಲೇ ಇರುವ ಬಡವರನ್ನು ಮೇಲೆತ್ತುವ ಕೆಲಸ ಮಾಡಬೇಕಿದೆ. 500 ರೂ.ಗಳ ನೋಂದಣಿ ಶುಲ್ಕ ನೀಡಿ ಮಹಾಸಭಾ ಸದಸ್ಯತ್ವ ಪಡೆಯಬೇಕು. ಹೋಬಳಿ ಘಟಕ ರಚನೆ ಮಾಡಿ ಗ್ರಾಮ ಘಟಕ ರಚನೆಗೆ ಮುಂದಾಗಿದ್ದೇವೆ ಎಂದರು. ಕಸಬಾ ಹೋಬಳಿ ಅಧ್ಯಕ್ಷರಾಗಿ ಮಡೆನಹಳ್ಳಿ ದೇವರಾಜ್, ಉಪಾಧ್ಯಕ್ಷರಾಗಿ ವಿದ್ಯಾಸಾಗರ್, ಕಾರ್ಯದರ್ಶಿಯಾಗಿ ಕಾಳೇನಹಳ್ಳಿ ಮಹೇಶ್, ಸಂಘಟನಾ ಕಾರ್ಯದರ್ಶಿಯಾಗಿ ಚಿಕ್ಕೋನಹಳ್ಳಿ ಕೃಷ್ಣಪ್ಪ, ನರಸಿಂಹಮೂರ್ತಿ, ಖಜಾಂಚಿಯಾಗಿ ಎನ್.ಕೊಡಿಯಾಲ ರಾಜು ಆಯ್ಕೆಯಾದರು. [485,1743,700,1907]
story1-photo [43,194,202,346]
